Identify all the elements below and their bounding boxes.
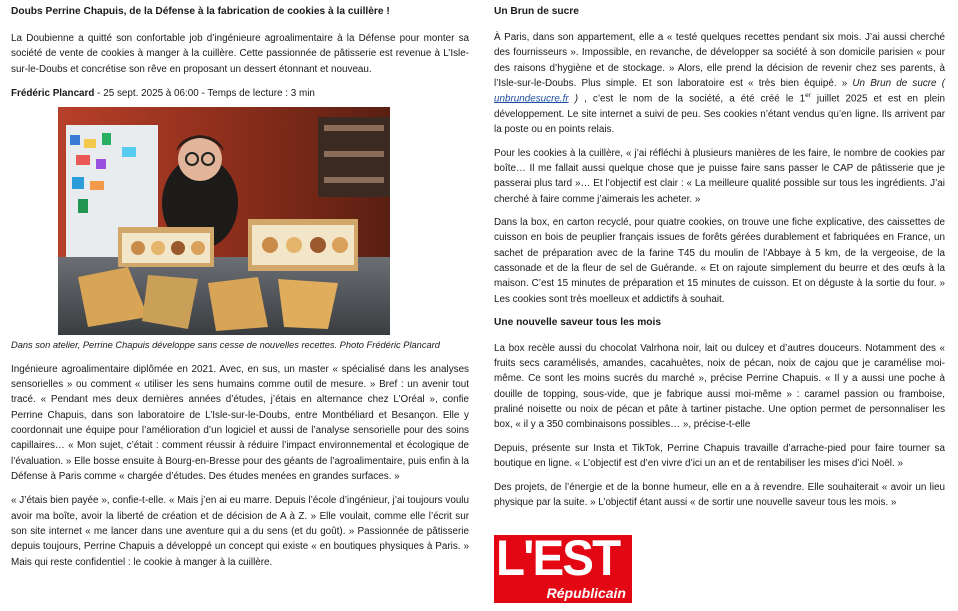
brand-name-end: ) <box>574 93 579 105</box>
left-paragraph-2: « J’étais bien payée », confie-t-elle. « Mais j’en ai eu marre. Depuis l’école d’ingénieur, j’ai toujours voulu avoir ma boîte, avoir la liberté de création et de décision de A à Z. » Elle voulait, comme elle l’écrit sur son site internet « me lancer dans une aventure qui a du sens (et du goût). » Passionnée de pâtisserie depuis toujours, Perrine Chapuis a développé un concept qui existe « en boutiques physiques à Paris. » Mais qui reste confidentiel : le cookie à manger à la cuillère. <box>11 495 469 568</box>
section1-paragraph-3: Dans la box, en carton recyclé, pour quatre cookies, on trouve une fiche explicative, des caissettes de cuisson en bois de peuplier français issues de forêts gérées durablement et fabriquées en France, un sachet de préparation avec de la farine T45 du moulin de l’Abbaye à 5 km, de la vergeoise, de la cassonade et de la fleur de sel de Guérande. « Et on rajoute simplement du beurre et des œufs à la maison. C’est 15 minutes de préparation et 15 minutes de cuisson. Et on déguste à la sortie du four. » Les cookies sont très moelleux et addictifs à souhait. <box>494 216 945 305</box>
photo-illustration <box>58 107 390 335</box>
byline <box>11 86 469 101</box>
section2-paragraph-1: La box recèle aussi du chocolat Valrhona noir, lait ou dulcey et d’autres douceurs. Notamment des « fruits secs caramélisés, amandes, cacahuètes, noix de pécan, noix de cajou que je caramélise moi-même. Ce sont les moins sucrés du marché », précise Perrine Chapuis. « Il y a aussi une poche à douille de topping, sous-vide, que je fabrique aussi moi-même » : caramel passion ou framboise, praliné noisette ou noix de pécan et pâte à tartiner pistache. Une option permet de personnaliser les box, « il y a 350 combinaisons possibles… », précise-t-elle <box>494 342 945 431</box>
article-lead: La Doubienne a quitté son confortable job d’ingénieure agroalimentaire à la Défense pour monter sa société de vente de cookies à manger à la cuillère. Cette passionnée de pâtisserie est revenue à L’Isle-sur-le-Doubs et concrétise son rêve en proposant un dessert étonnant et nouveau. <box>11 32 469 75</box>
left-paragraph-1: Ingénieure agroalimentaire diplômée en 2021. Avec, en sus, un master « spécialisé dans les analyses sensorielles » ou comment « utiliser les sens humains comme outil de mesure. » Bref : un avenir tout tracé. « Pendant mes deux dernières années d’études, j’étais en alternance chez L’Oréal », confie Perrine Chapuis, dans son laboratoire de L’Isle-sur-le-Doubs, entre Montbéliard et Besançon. Elle y coordonnait une équipe pour l’amélioration d’un logiciel et aussi de l’analyse sensorielle pour des soins capillaires… « Mon sujet, c’était : comment réussir à réduire l’impact environnemental et écologique de l’évaluation. » Elle bosse ensuite à Bourg-en-Bresse pour des géants de l’agroalimentaire, puis enfin à la Défense à Paris comme « chargée d’études. Des études menées en grandes surfaces. » <box>11 363 469 482</box>
left-column <box>11 4 469 579</box>
lest-republicain-logo <box>494 535 632 603</box>
article-meta: - 25 sept. 2025 à 06:00 - Temps de lecture : 3 min <box>94 87 315 99</box>
section2-paragraph-3: Des projets, de l’énergie et de la bonne humeur, elle en a à revendre. Elle souhaiterait « avoir un lieu physique par la suite. » L’objectif étant aussi « de sortir une nouvelle saveur tous les mois. » <box>494 481 945 508</box>
section-heading-nouvelle-saveur: Une nouvelle saveur tous les mois <box>494 316 662 328</box>
superscript-er: er <box>805 92 811 100</box>
logo-sub-text: Républicain <box>546 585 626 601</box>
photo-caption: Dans son atelier, Perrine Chapuis développe sans cesse de nouvelles recettes. Photo Frédéric Plancard <box>11 340 440 351</box>
website-link[interactable]: unbrundesucre.fr <box>494 93 569 105</box>
section1-paragraph-2: Pour les cookies à la cuillère, « j’ai réfléchi à plusieurs manières de les faire, le nombre de cookies par boîte… Il me fallait aussi quelque chose que je puisse faire sans passer le CAP de pâtisserie que je passerai plus tard »… Et l’objectif est clair : « La meilleure qualité possible sur tous les ingrédients. J’ai cherché à faire comme j’aimerais les acheter. » <box>494 147 945 205</box>
brand-name: Un Brun de sucre ( <box>852 77 945 89</box>
section1-p1-text-a: À Paris, dans son appartement, elle a « testé quelques recettes pendant six mois. J’ai aussi cherché des fournisseurs ». Impossible, en revanche, de développer sa société à son domicile parisien « pour des raisons d’hygiène et de stockage. » Alors, elle prend la décision de revenir chez ses parents, à l’Isle-sur-le-Doubs. Plus simple. Et son laboratoire est « très bien équipé. » <box>494 31 945 89</box>
section1-paragraph-1 <box>494 30 945 138</box>
right-column <box>494 4 945 518</box>
section1-p1-text-c: juillet 2025 et est en plein développement. Le site internet a suivi de peu. Ses cookies n’étant vendus qu’en ligne. Ils arrivent par la poste ou en points relais. <box>494 93 945 136</box>
author-name: Frédéric Plancard <box>11 87 95 99</box>
logo-main-text: L'EST <box>496 535 620 586</box>
section-heading-brun-de-sucre: Un Brun de sucre <box>494 6 579 17</box>
article-title: Doubs Perrine Chapuis, de la Défense à la fabrication de cookies à la cuillère ! <box>11 6 390 17</box>
article-photo <box>58 107 390 335</box>
section1-p1-text-b: , c’est le nom de la société, a été créé le 1 <box>578 93 806 105</box>
section2-paragraph-2: Depuis, présente sur Insta et TikTok, Perrine Chapuis travaille d’arrache-pied pour faire tourner sa boutique en ligne. « L’objectif est d’en vivre d’ici un an et de rentabiliser les mises d’ici Noël. » <box>494 442 945 470</box>
